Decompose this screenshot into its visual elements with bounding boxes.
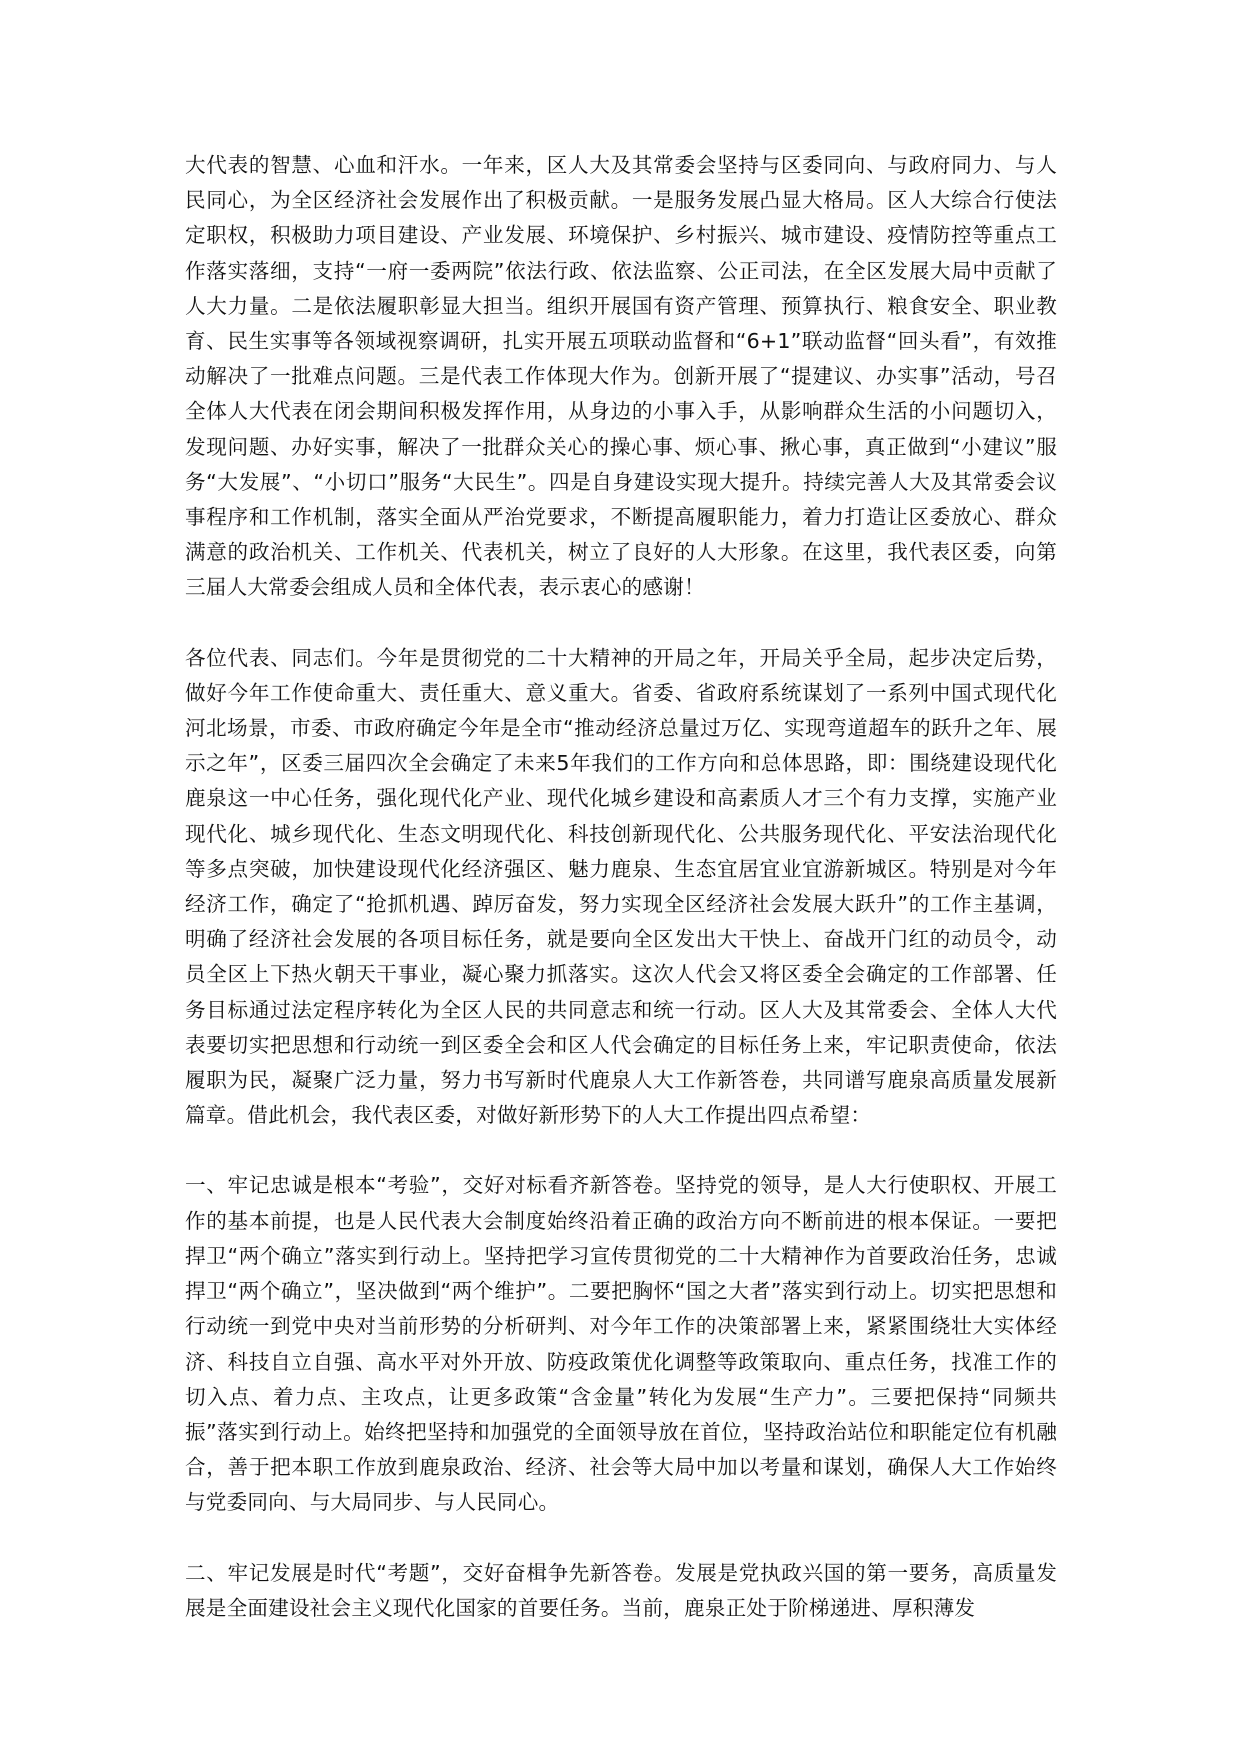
paragraph-review: 大代表的智慧、心血和汗水。一年来，区人大及其常委会坚持与区委同向、与政府同力、与人民同心，为全区经济社会发展作出了积极贡献。一是服务发展凸显大格局。区人大综合行使法定职权，积极助力项目建设、产业发展、环境保护、乡村振兴、城市建设、疫情防控等重点工作落实落细，支持“一府一委两院”依法行政、依法监察、公正司法，在全区发展大局中贡献了人大力量。二是依法履职彰显大担当。组织开展国有资产管理、预算执行、粮食安全、职业教育、民生实事等各领域视察调研，扎实开展五项联动监督和“6+1”联动监督“回头看”，有效推动解决了一批难点问题。三是代表工作体现大作为。创新开展了“提建议、办实事”活动，号召全体人大代表在闭会期间积极发挥作用，从身边的小事入手，从影响群众生活的小问题切入，发现问题、办好实事，解决了一批群众关心的操心事、烦心事、揪心事，真正做到“小建议”服务“大发展”、“小切口”服务“大民生”。四是自身建设实现大提升。持续完善人大及其常委会议事程序和工作机制，落实全面从严治党要求，不断提高履职能力，着力打造让区委放心、群众满意的政治机关、工作机关、代表机关，树立了良好的人大形象。在这里，我代表区委，向第三届人大常委会组成人员和全体代表，表示衷心的感谢！ [185,153,1057,600]
paragraph-hope-one: 一、牢记忠诚是根本“考验”，交好对标看齐新答卷。坚持党的领导，是人大行使职权、开展工作的基本前提，也是人民代表大会制度始终沿着正确的政治方向不断前进的根本保证。一要把捍卫“两个确立”落实到行动上。坚持把学习宣传贯彻党的二十大精神作为首要政治任务，忠诚捍卫“两个确立”，坚决做到“两个维护”。二要把胸怀“国之大者”落实到行动上。切实把思想和行动统一到党中央对当前形势的分析研判、对今年工作的决策部署上来，紧紧围绕壮大实体经济、科技自立自强、高水平对外开放、防疫政策优化调整等政策取向、重点任务，找准工作的切入点、着力点、主攻点，让更多政策“含金量”转化为发展“生产力”。三要把保持“同频共振”落实到行动上。始终把坚持和加强党的全面领导放在首位，坚持政治站位和职能定位有机融合，善于把本职工作放到鹿泉政治、经济、社会等大局中加以考量和谋划，确保人大工作始终与党委同向、与大局同步、与人民同心。 [185,1173,1057,1515]
document-page [185,148,1057,1626]
paragraph-situation: 各位代表、同志们。今年是贯彻党的二十大精神的开局之年，开局关乎全局，起步决定后势，做好今年工作使命重大、责任重大、意义重大。省委、省政府系统谋划了一系列中国式现代化河北场景，市委、市政府确定今年是全市“推动经济总量过万亿、实现弯道超车的跃升之年、展示之年”，区委三届四次全会确定了未来5年我们的工作方向和总体思路，即：围绕建设现代化鹿泉这一中心任务，强化现代化产业、现代化城乡建设和高素质人才三个有力支撑，实施产业现代化、城乡现代化、生态文明现代化、科技创新现代化、公共服务现代化、平安法治现代化等多点突破，加快建设现代化经济强区、魅力鹿泉、生态宜居宜业宜游新城区。特别是对今年经济工作，确定了“抢抓机遇、踔厉奋发，努力实现全区经济社会发展大跃升”的工作主基调，明确了经济社会发展的各项目标任务，就是要向全区发出大干快上、奋战开门红的动员令，动员全区上下热火朝天干事业，凝心聚力抓落实。这次人代会又将区委全会确定的工作部署、任务目标通过法定程序转化为全区人民的共同意志和统一行动。区人大及其常委会、全体人大代表要切实把思想和行动统一到区委全会和区人代会确定的目标任务上来，牢记职责使命，依法履职为民，凝聚广泛力量，努力书写新时代鹿泉人大工作新答卷，共同谱写鹿泉高质量发展新篇章。借此机会，我代表区委，对做好新形势下的人大工作提出四点希望： [185,645,1057,1128]
paragraph-hope-two: 二、牢记发展是时代“考题”，交好奋楫争先新答卷。发展是党执政兴国的第一要务，高质量发展是全面建设社会主义现代化国家的首要任务。当前，鹿泉正处于阶梯递进、厚积薄发 [185,1560,1057,1620]
